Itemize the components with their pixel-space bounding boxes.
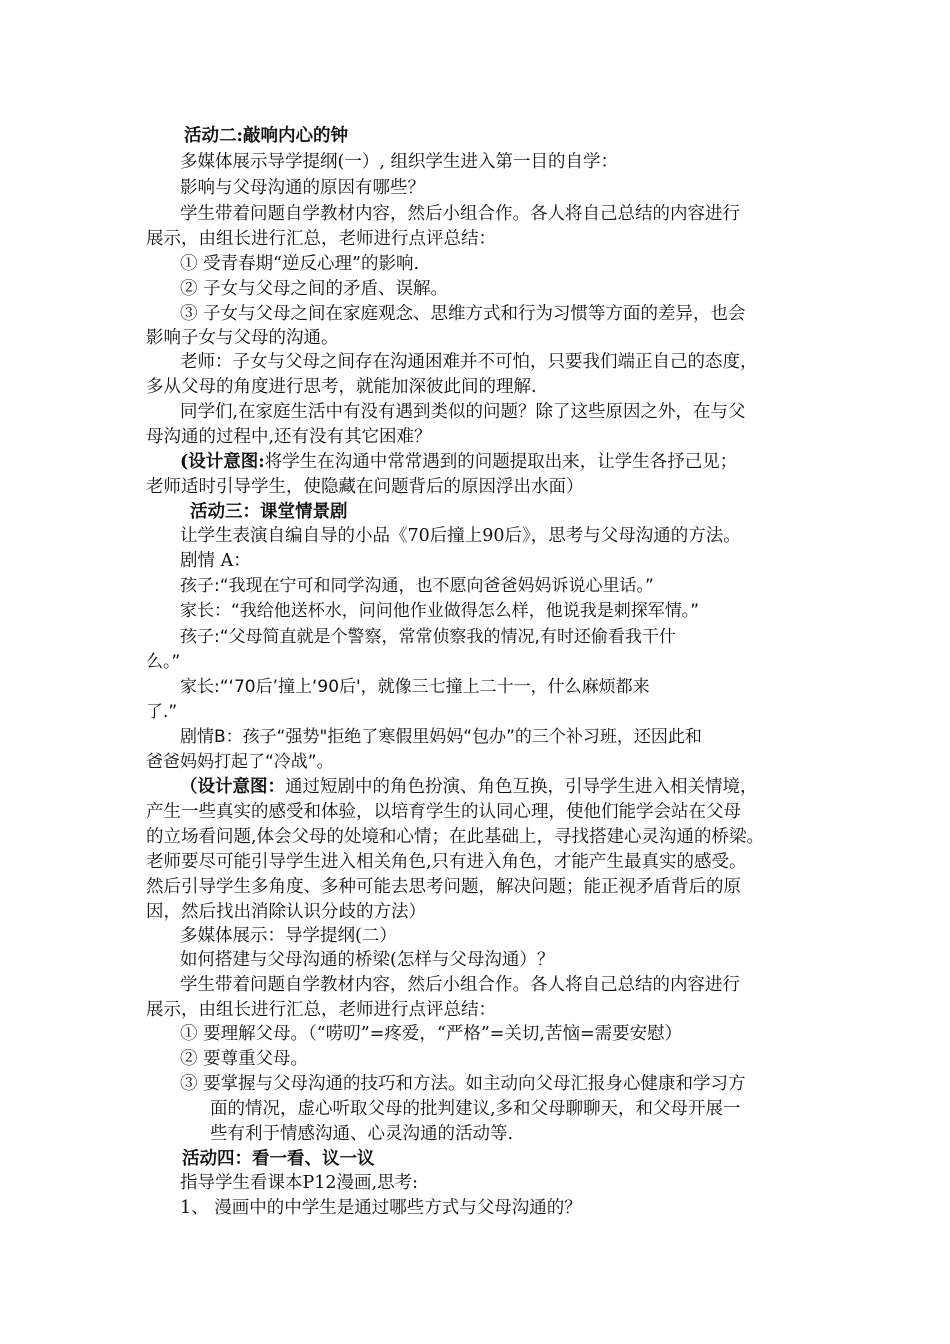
list-item: ③ 子女与父母之间在家庭观念、思维方式和行为习惯等方面的差异，也会 — [180, 304, 746, 324]
text-line: 多媒体展示导学提纲(一）, 组织学生进入第一目的自学： — [180, 152, 618, 172]
text-line: 影响与父母沟通的原因有哪些？ — [180, 178, 425, 198]
dialogue-line: 么。” — [146, 652, 181, 672]
list-item: ① 受青春期“逆反心理”的影响. — [180, 254, 420, 274]
text-line: 老师：子女与父母之间存在沟通困难并不可怕，只要我们端正自己的态度， — [180, 352, 758, 372]
text-line: 影响子女与父母的沟通。 — [146, 328, 339, 348]
heading-activity-2: 活动二:敲响内心的钟 — [184, 126, 348, 146]
text-line: 老师适时引导学生，使隐藏在问题背后的原因浮出水面） — [146, 477, 584, 497]
dialogue-line: 孩子:“父母简直就是个警察，常常侦察我的情况,有时还偷看我干什 — [180, 627, 676, 647]
list-item-continuation: 面的情况，虚心听取父母的批判建议,多和父母聊聊天，和父母开展一 — [210, 1099, 741, 1119]
list-item: ① 要理解父母。（“唠叨”=疼爱，“严格”=关切,苦恼=需要安慰） — [180, 1024, 683, 1044]
scene-b-line: 剧情B：孩子“强势"拒绝了寒假里妈妈“包办”的三个补习班，还因此和 — [180, 727, 702, 747]
text-line: 母沟通的过程中,还有没有其它困难？ — [146, 427, 432, 447]
text-line: 学生带着问题自学教材内容，然后小组合作。各人将自己总结的内容进行 — [180, 204, 740, 224]
list-item: ② 子女与父母之间的矛盾、误解。 — [180, 279, 449, 299]
dialogue-line: 了.” — [146, 702, 178, 722]
design-intent-label: （设计意图： — [180, 777, 285, 797]
dialogue-line: 家长:“‘70后’撞上‘90后'，就像三七撞上二十一，什么麻烦都来 — [180, 677, 650, 697]
text-line: 展示，由组长进行汇总，老师进行点评总结： — [146, 229, 496, 249]
text-line: 学生带着问题自学教材内容，然后小组合作。各人将自己总结的内容进行 — [180, 975, 740, 995]
text-line: 多媒体展示：导学提纲(二） — [180, 926, 397, 946]
scene-b-line: 爸爸妈妈打起了“冷战”。 — [146, 752, 334, 772]
design-intent-line — [180, 450, 737, 474]
numbered-question: 1、 漫画中的中学生是通过哪些方式与父母沟通的？ — [180, 1198, 582, 1218]
heading-activity-4: 活动四：看一看、议一议 — [182, 1149, 375, 1169]
heading-activity-3: 活动三：课堂情景剧 — [190, 502, 348, 522]
design-intent-line — [180, 775, 758, 799]
text-line: 的立场看问题,体会父母的处境和心情；在此基础上，寻找搭建心灵沟通的桥梁。 — [146, 827, 765, 847]
text-line: 同学们,在家庭生活中有没有遇到类似的问题？除了这些原因之外，在与父 — [180, 402, 746, 422]
text-line: 展示，由组长进行汇总，老师进行点评总结： — [146, 1000, 496, 1020]
text-line: 产生一些真实的感受和体验，以培育学生的认同心理，使他们能学会站在父母 — [146, 802, 741, 822]
design-intent-text: 通过短剧中的角色扮演、角色互换，引导学生进入相关情境， — [285, 777, 758, 797]
text-line: 如何搭建与父母沟通的桥梁(怎样与父母沟通）？ — [180, 950, 555, 970]
design-intent-label: (设计意图: — [180, 452, 265, 472]
dialogue-line: 孩子:“我现在宁可和同学沟通，也不愿向爸爸妈妈诉说心里话。” — [180, 576, 654, 596]
list-item: ③ 要掌握与父母沟通的技巧和方法。如主动向父母汇报身心健康和学习方 — [180, 1074, 746, 1094]
text-line: 指导学生看课本P12漫画,思考: — [180, 1173, 419, 1193]
text-line: 多从父母的角度进行思考，就能加深彼此间的理解. — [146, 377, 537, 397]
text-line: 老师要尽可能引导学生进入相关角色,只有进入角色，才能产生最真实的感受。 — [146, 852, 747, 872]
text-line: 因，然后找出消除认识分歧的方法） — [146, 902, 426, 922]
dialogue-line: 家长：“我给他送杯水，问问他作业做得怎么样，他说我是刺探军情。” — [180, 601, 700, 621]
text-line: 让学生表演自编自导的小品《70后撞上90后》，思考与父母沟通的方法。 — [180, 526, 741, 546]
design-intent-text: 将学生在沟通中常常遇到的问题提取出来，让学生各抒己见； — [264, 452, 738, 472]
scene-label: 剧情 A： — [180, 551, 251, 571]
text-line: 然后引导学生多角度、多种可能去思考问题，解决问题；能正视矛盾背后的原 — [146, 877, 741, 897]
list-item-continuation: 些有利于情感沟通、心灵沟通的活动等. — [210, 1124, 514, 1144]
list-item: ② 要尊重父母。 — [180, 1049, 309, 1069]
